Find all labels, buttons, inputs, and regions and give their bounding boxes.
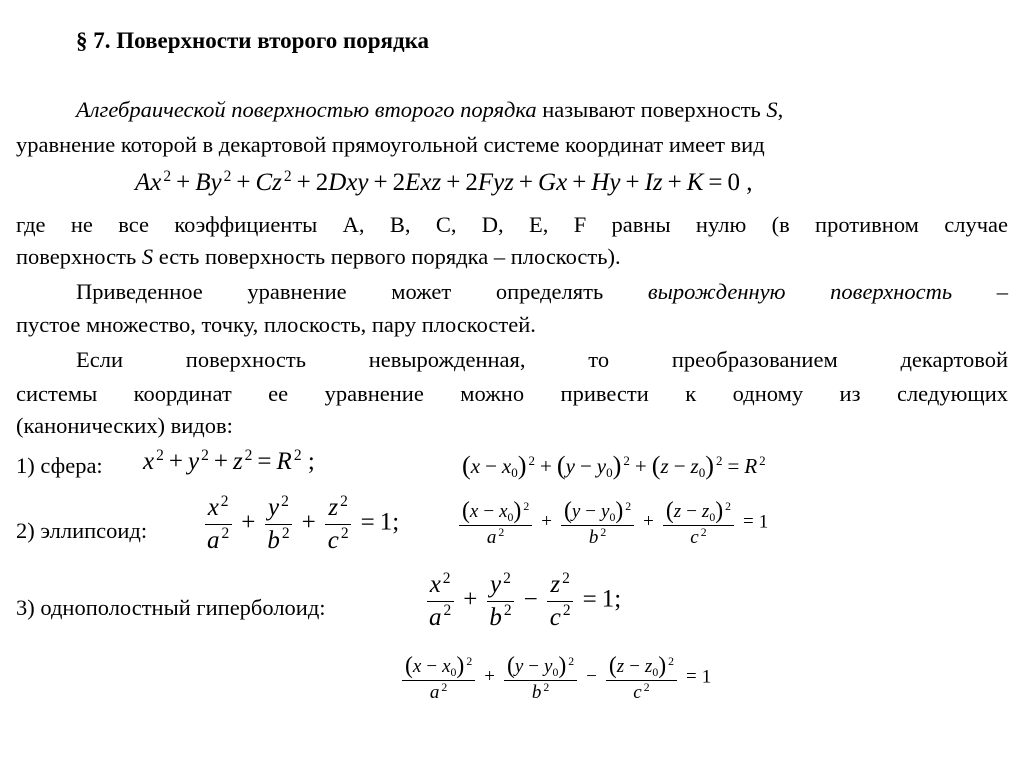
paragraph-4-line-2: системы координат ее уравнение можно привести к одному из следующих <box>16 381 1008 406</box>
paragraph-2-text-b: есть поверхность первого порядка – плоскость). <box>158 244 621 269</box>
item-ellipsoid-label: 2) эллипсоид: <box>16 518 148 543</box>
symbol-s: S <box>766 97 778 122</box>
ellipsoid-equation-shifted: $\frac{(x - x_0) ^2}{a ^2}$ + $\frac{(y - y_0) ^2}{b ^2}$ + $\frac{(z - z_0) ^2}{c ^2}$ = 1 <box>455 497 768 549</box>
symbol-s: S <box>141 244 154 269</box>
paragraph-4-line-1: Если поверхность невырожденная, то преобразованием декартовой <box>76 347 1008 372</box>
paragraph-2-line-2 <box>16 242 621 272</box>
item-sphere-label: 1) сфера: <box>16 453 103 478</box>
ellipsoid-equation: $\frac{x ^2}{a ^2}$ + $\frac{y ^2}{b ^2}$ + $\frac{z ^2}{c ^2}$ = 1; <box>200 494 399 554</box>
paragraph-2-text-a: поверхность <box>16 244 137 269</box>
paragraph-1-line-2: уравнение которой в декартовой прямоугольной системе координат имеет вид <box>16 132 765 157</box>
term-degenerate-surface: вырожденную поверхность <box>647 279 953 304</box>
comma: , <box>777 97 784 122</box>
hyperboloid-equation: $\frac{x ^2}{a ^2}$ + $\frac{y ^2}{b ^2}$ − $\frac{z ^2}{c ^2}$ = 1; <box>422 571 621 631</box>
item-hyperboloid-label: 3) однополостный гиперболоид: <box>16 595 326 620</box>
section-heading: § 7. Поверхности второго порядка <box>76 28 430 53</box>
general-equation: Ax $^2$ + By $^2$ + Cz $^2$ + 2Dxy + 2Exz + 2Fyz + Gx + Hy + Iz + K = 0 , <box>135 167 753 196</box>
paragraph-3-line-1 <box>76 277 1008 307</box>
paragraph-3-text-a: Приведенное уравнение может определять <box>76 279 604 304</box>
sphere-equation: x $^2$ + y $^2$ + z $^2$ = R $^2$ ; <box>143 446 315 475</box>
dash: – <box>996 279 1008 304</box>
paragraph-1-line-1 <box>76 95 783 125</box>
paragraph-1-text: называют поверхность <box>542 97 761 122</box>
hyperboloid-equation-shifted: $\frac{(x - x_0) ^2}{a ^2}$ + $\frac{(y - y_0) ^2}{b ^2}$ − $\frac{(z - z_0) ^2}{c ^2}$ = 1 <box>398 652 711 704</box>
paragraph-3-line-2: пустое множество, точку, плоскость, пару плоскостей. <box>16 312 536 337</box>
paragraph-2-line-1: где не все коэффициенты A, B, C, D, E, F равны нулю (в противном случае <box>16 212 1008 237</box>
term-algebraic-surface: Алгебраической поверхностью второго порядка <box>76 97 537 122</box>
paragraph-4-line-3: (канонических) видов: <box>16 413 233 438</box>
sphere-equation-shifted: $(x - x_0)$ $^2 + (y - y_0)$ $^2 + (z - z_0)$ $^2$ = R $^2$ <box>462 451 766 480</box>
